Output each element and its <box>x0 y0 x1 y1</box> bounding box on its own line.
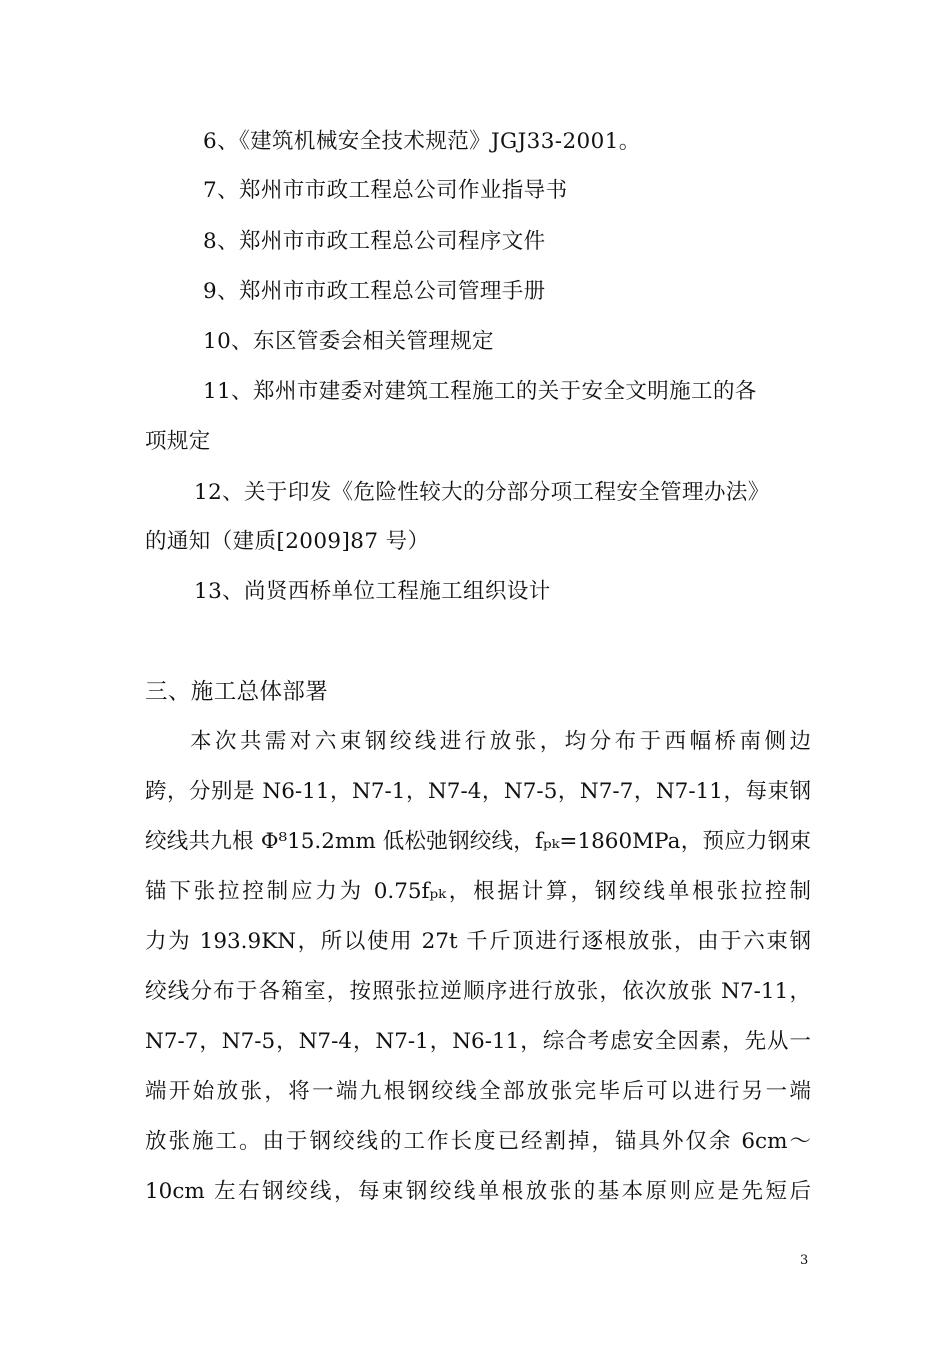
reference-item-10: 10、东区管委会相关管理规定 <box>203 329 494 354</box>
reference-item-11: 11、郑州市建委对建筑工程施工的关于安全文明施工的各 <box>203 379 757 404</box>
paragraph-line: 端开始放张，将一端九根钢绞线全部放张完毕后可以进行另一端 <box>145 1079 811 1104</box>
section-heading: 三、施工总体部署 <box>145 679 329 705</box>
paragraph-line: 绞线分布于各箱室，按照张拉逆顺序进行放张，依次放张 N7-11， <box>145 979 811 1004</box>
paragraph-line: 跨，分别是 N6-11，N7-1，N7-4，N7-5，N7-7，N7-11，每束钢 <box>145 779 811 804</box>
paragraph-line: 锚下张拉控制应力为 0.75fₚₖ，根据计算，钢绞线单根张拉控制 <box>145 879 811 904</box>
paragraph-line: 本次共需对六束钢绞线进行放张，均分布于西幅桥南侧边 <box>190 729 811 754</box>
reference-item-12-continued: 的通知（建质[2009]87 号） <box>145 529 430 554</box>
reference-item-13: 13、尚贤西桥单位工程施工组织设计 <box>194 579 551 604</box>
reference-item-9: 9、郑州市市政工程总公司管理手册 <box>203 279 546 304</box>
paragraph-line: 10cm 左右钢绞线，每束钢绞线单根放张的基本原则应是先短后 <box>145 1179 811 1204</box>
page-number: 3 <box>800 1253 809 1268</box>
paragraph-line: 绞线共九根 Φ⁸15.2mm 低松弛钢绞线，fₚₖ=1860MPa，预应力钢束 <box>145 829 811 854</box>
reference-item-7: 7、郑州市市政工程总公司作业指导书 <box>203 178 568 203</box>
paragraph-line: N7-7，N7-5，N7-4，N7-1，N6-11，综合考虑安全因素，先从一 <box>145 1029 811 1054</box>
reference-item-11-continued: 项规定 <box>145 429 211 454</box>
reference-item-12: 12、关于印发《危险性较大的分部分项工程安全管理办法》 <box>194 480 770 505</box>
reference-item-6: 6、《建筑机械安全技术规范》JGJ33-2001。 <box>203 129 641 154</box>
paragraph-line: 放张施工。由于钢绞线的工作长度已经割掉，锚具外仅余 6cm～ <box>145 1129 811 1154</box>
reference-item-8: 8、郑州市市政工程总公司程序文件 <box>203 229 546 254</box>
paragraph-line: 力为 193.9KN，所以使用 27t 千斤顶进行逐根放张，由于六束钢 <box>145 929 811 954</box>
